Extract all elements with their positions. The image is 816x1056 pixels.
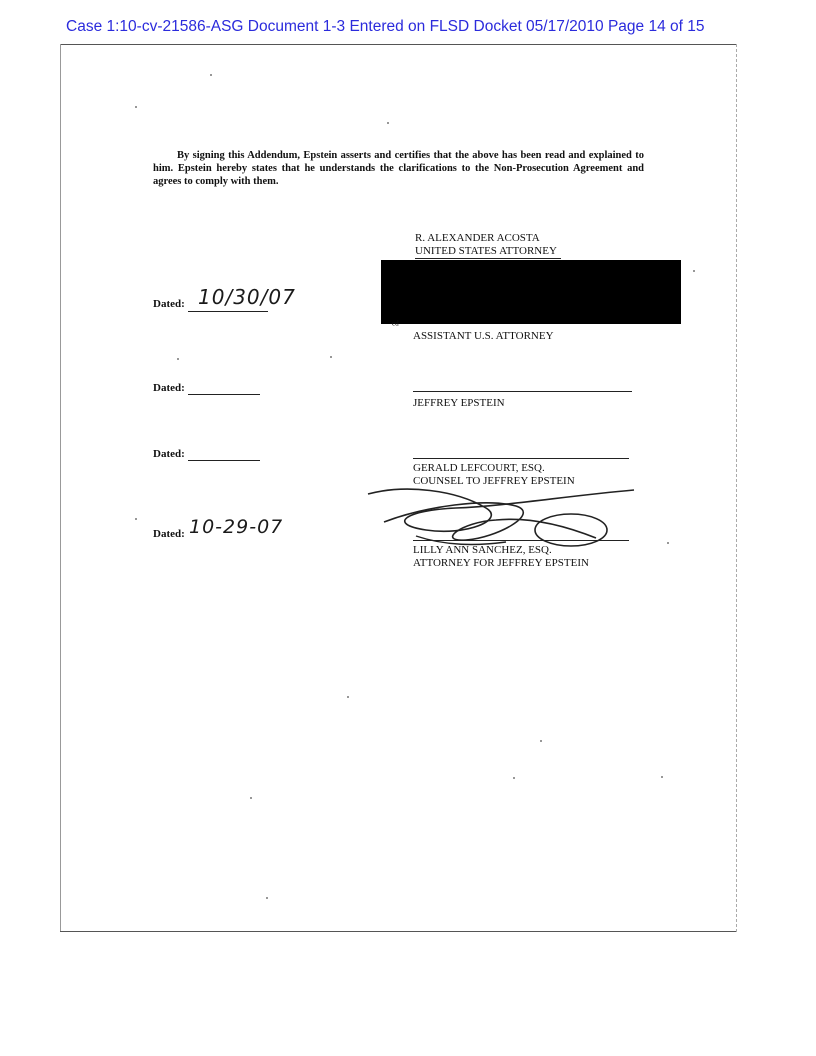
redaction-block <box>381 260 681 324</box>
date-line-1 <box>188 311 268 312</box>
scan-speck <box>513 777 515 779</box>
scan-speck <box>135 106 137 108</box>
date-line-3 <box>188 460 260 461</box>
lefcourt-signature-line <box>413 458 629 459</box>
scan-speck <box>210 74 212 76</box>
scan-speck <box>250 797 252 799</box>
page-frame-left <box>60 44 61 932</box>
dated-label-4: Dated: <box>153 528 185 540</box>
scan-speck <box>330 356 332 358</box>
scan-speck <box>667 542 669 544</box>
scan-speck <box>266 897 268 899</box>
addendum-paragraph <box>153 149 644 188</box>
scan-speck <box>661 776 663 778</box>
dated-label-2: Dated: <box>153 382 185 394</box>
sanchez-signature-line <box>413 540 629 541</box>
epstein-signature-line <box>413 391 632 392</box>
scan-speck <box>347 696 349 698</box>
lefcourt-name: GERALD LEFCOURT, ESQ. <box>413 462 545 474</box>
ausa-title: ASSISTANT U.S. ATTORNEY <box>413 330 554 342</box>
acosta-underline <box>415 258 561 259</box>
acosta-name: R. ALEXANDER ACOSTA <box>415 232 540 244</box>
page-frame-top <box>60 44 736 45</box>
scan-speck <box>387 122 389 124</box>
docket-header: Case 1:10-cv-21586-ASG Document 1-3 Entered on FLSD Docket 05/17/2010 Page 14 of 15 <box>66 18 705 35</box>
scan-speck <box>177 358 179 360</box>
addendum-paragraph-text: By signing this Addendum, Epstein asserts and certifies that the above has been read and explained to him. Epstein hereby states that he understands the clarifications to the Non-Prosecution Agreement and agrees to comply with them. <box>153 150 644 187</box>
dated-label-1: Dated: <box>153 298 185 310</box>
page-frame-right <box>736 44 737 932</box>
epstein-name: JEFFREY EPSTEIN <box>413 397 505 409</box>
sanchez-name: LILLY ANN SANCHEZ, ESQ. <box>413 544 552 556</box>
page-frame-bottom <box>60 931 736 932</box>
handwritten-date-4: 10-29-07 <box>189 516 284 538</box>
lefcourt-title: COUNSEL TO JEFFREY EPSTEIN <box>413 475 575 487</box>
handwritten-date-1: 10/30/07 <box>198 285 296 309</box>
date-line-2 <box>188 394 260 395</box>
scan-speck <box>540 740 542 742</box>
signature-fragment: ᶜᵈ <box>392 318 399 332</box>
dated-label-3: Dated: <box>153 448 185 460</box>
sanchez-title: ATTORNEY FOR JEFFREY EPSTEIN <box>413 557 589 569</box>
acosta-title: UNITED STATES ATTORNEY <box>415 245 557 257</box>
scan-speck <box>135 518 137 520</box>
scan-speck <box>693 270 695 272</box>
